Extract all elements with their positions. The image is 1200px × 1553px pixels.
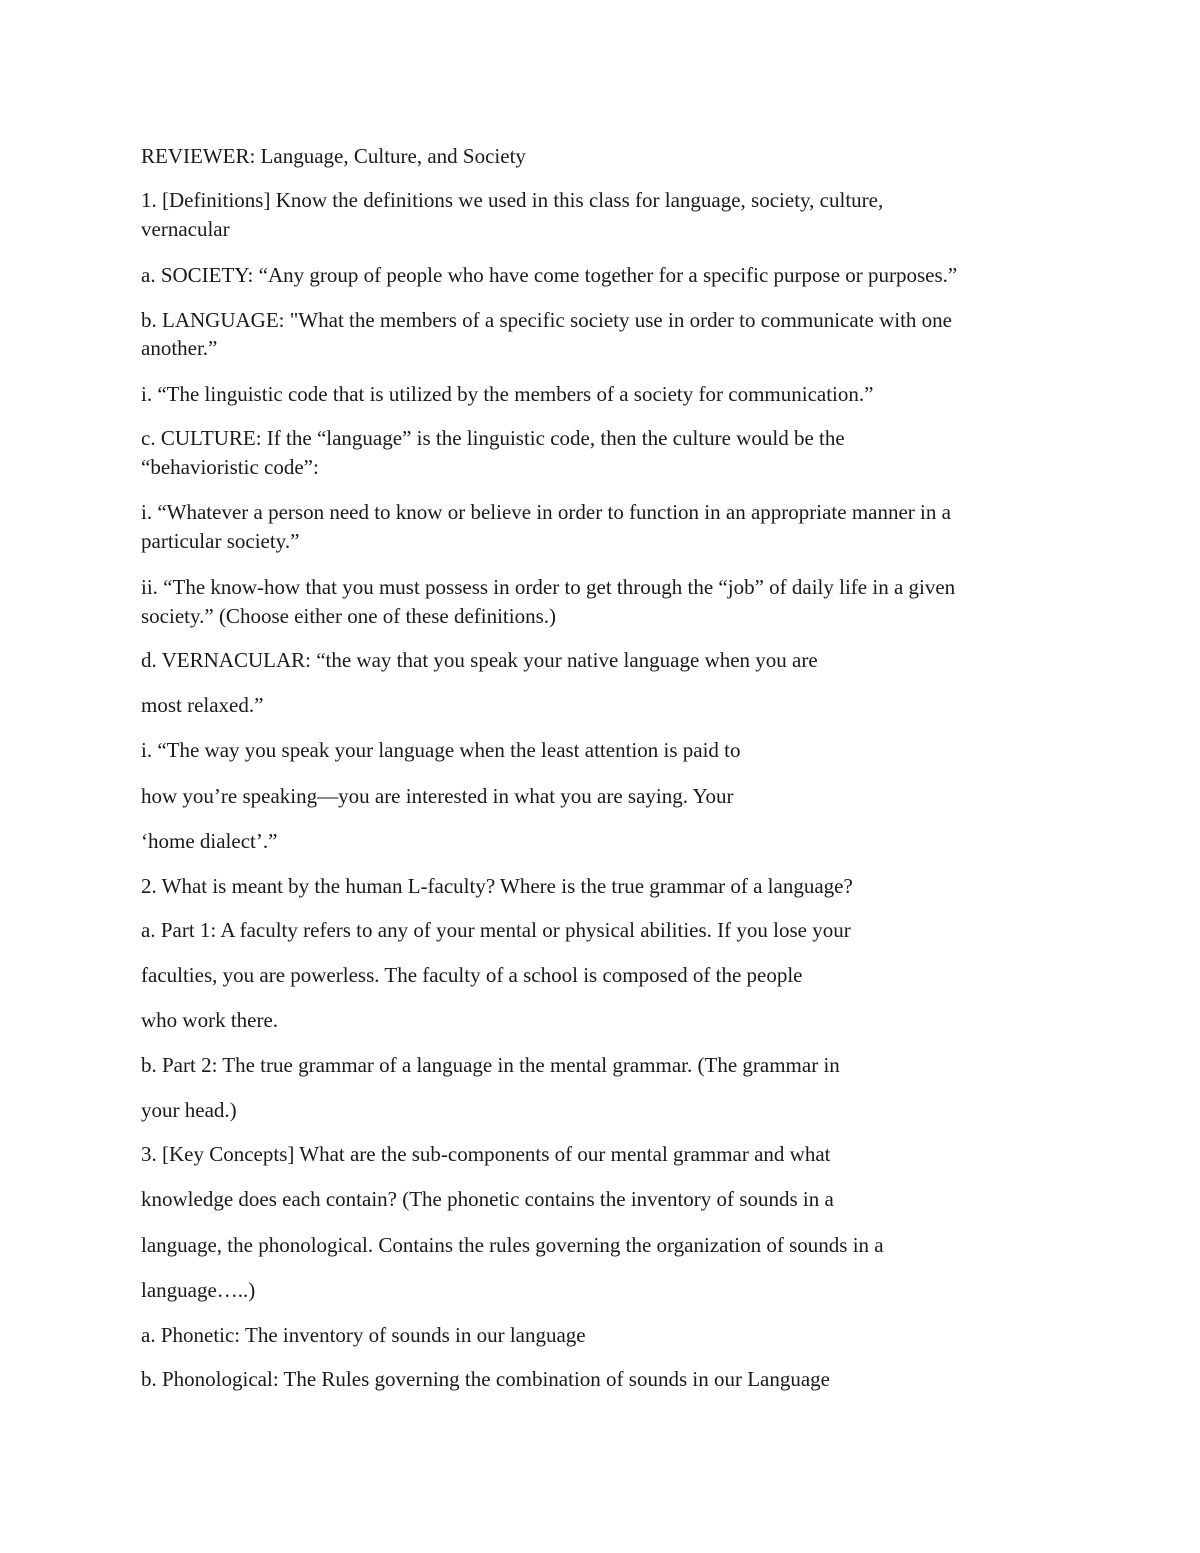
text-line: most relaxed.” bbox=[141, 693, 264, 717]
text-line: i. “The way you speak your language when the least attention is paid to bbox=[141, 738, 741, 762]
text-line: ii. “The know-how that you must possess in order to get through the “job” of daily life in a given bbox=[141, 575, 956, 599]
text-line: i. “Whatever a person need to know or believe in order to function in an appropriate manner in a bbox=[141, 500, 951, 524]
text-line: b. Part 2: The true grammar of a language in the mental grammar. (The grammar in bbox=[141, 1053, 840, 1077]
text-line: b. Phonological: The Rules governing the combination of sounds in our Language bbox=[141, 1367, 831, 1391]
text-line: who work there. bbox=[141, 1008, 279, 1032]
text-line: how you’re speaking—you are interested in what you are saying. Your bbox=[141, 784, 734, 808]
text-line: vernacular bbox=[141, 217, 230, 241]
text-line: faculties, you are powerless. The faculty of a school is composed of the people bbox=[141, 963, 803, 987]
text-line: particular society.” bbox=[141, 529, 300, 553]
text-line: language…..) bbox=[141, 1278, 256, 1302]
text-line: 2. What is meant by the human L-faculty? Where is the true grammar of a language? bbox=[141, 874, 853, 898]
text-line: knowledge does each contain? (The phonetic contains the inventory of sounds in a bbox=[141, 1187, 834, 1211]
text-line: b. LANGUAGE: "What the members of a specific society use in order to communicate with one bbox=[141, 308, 953, 332]
text-line: another.” bbox=[141, 336, 218, 360]
text-line: 3. [Key Concepts] What are the sub-components of our mental grammar and what bbox=[141, 1142, 831, 1166]
text-line: a. SOCIETY: “Any group of people who have come together for a specific purpose or purposes.” bbox=[141, 263, 958, 287]
text-line: your head.) bbox=[141, 1098, 237, 1122]
text-line: c. CULTURE: If the “language” is the linguistic code, then the culture would be the bbox=[141, 426, 845, 450]
text-line: 1. [Definitions] Know the definitions we used in this class for language, society, culture, bbox=[141, 188, 884, 212]
text-line: society.” (Choose either one of these definitions.) bbox=[141, 604, 557, 628]
text-line: ‘home dialect’.” bbox=[141, 829, 278, 853]
document-title: REVIEWER: Language, Culture, and Society bbox=[141, 144, 526, 168]
text-line: “behavioristic code”: bbox=[141, 455, 319, 479]
text-line: i. “The linguistic code that is utilized by the members of a society for communication.” bbox=[141, 382, 874, 406]
text-line: d. VERNACULAR: “the way that you speak your native language when you are bbox=[141, 648, 818, 672]
text-line: a. Phonetic: The inventory of sounds in our language bbox=[141, 1323, 586, 1347]
text-line: a. Part 1: A faculty refers to any of your mental or physical abilities. If you lose your bbox=[141, 918, 851, 942]
text-line: language, the phonological. Contains the rules governing the organization of sounds in a bbox=[141, 1233, 884, 1257]
